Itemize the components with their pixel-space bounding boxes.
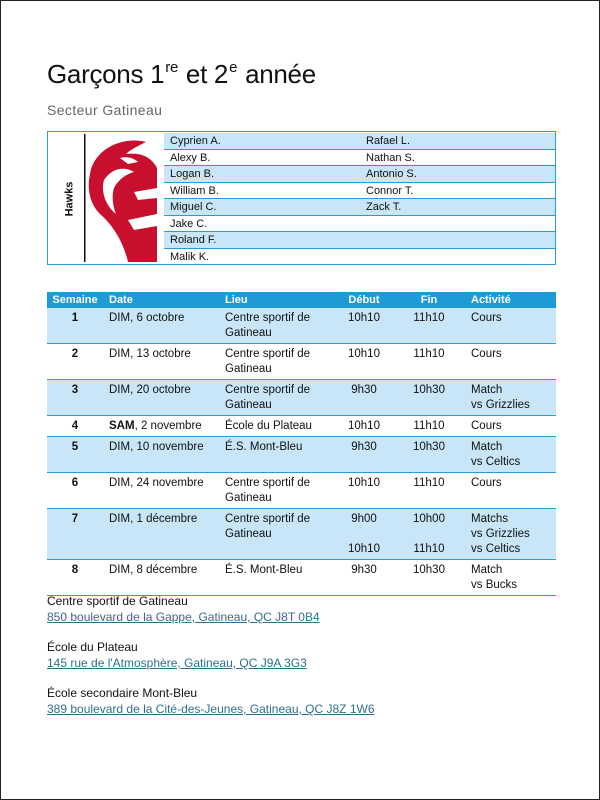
venue-entry: [47, 639, 375, 671]
roster-row: [164, 183, 555, 200]
place-cell: Centre sportif de Gatineau: [219, 308, 335, 344]
day-abbrev: DIM: [109, 384, 131, 396]
date-text: , 20 octobre: [130, 384, 191, 396]
team-roster: [47, 131, 556, 265]
day-abbrev: DIM: [109, 348, 131, 360]
date-text: , 6 octobre: [130, 312, 185, 324]
place-cell: Centre sportif de Gatineau: [219, 509, 335, 560]
activity-cell: Match vs Grizzlies: [465, 380, 556, 416]
date-cell: [103, 308, 219, 344]
roster-row: [164, 199, 555, 216]
day-abbrev: DIM: [109, 441, 131, 453]
header-activity: Activité: [465, 292, 556, 308]
date-cell: [103, 416, 219, 437]
start-time-cell: 9h30: [335, 380, 393, 416]
hawks-logo-icon: [84, 134, 157, 262]
week-cell: 7: [47, 509, 103, 560]
start-time-cell: 9h30: [335, 437, 393, 473]
start-time-cell: 9h00 10h10: [335, 509, 393, 560]
place-cell: É.S. Mont-Bleu: [219, 437, 335, 473]
roster-row: [164, 166, 555, 183]
week-cell: 1: [47, 308, 103, 344]
activity-cell: Cours: [465, 416, 556, 437]
date-cell: [103, 437, 219, 473]
date-text: , 1 décembre: [130, 513, 198, 525]
player-name: Logan B.: [170, 168, 215, 180]
end-time-cell: 10h30: [393, 380, 465, 416]
venue-name: Centre sportif de Gatineau: [47, 594, 188, 608]
place-cell: École du Plateau: [219, 416, 335, 437]
date-cell: [103, 380, 219, 416]
player-name: Alexy B.: [170, 151, 211, 164]
activity-cell: Cours: [465, 344, 556, 380]
player-name: Miguel C.: [170, 201, 217, 213]
player-name: Roland F.: [170, 234, 217, 246]
header-place: Lieu: [219, 292, 335, 308]
venue-entry: [47, 593, 375, 625]
date-cell: [103, 560, 219, 596]
date-text: , 13 octobre: [130, 348, 191, 360]
place-cell: Centre sportif de Gatineau: [219, 344, 335, 380]
activity-cell: Cours: [465, 308, 556, 344]
header-week: Semaine: [47, 292, 103, 308]
roster-row: [164, 249, 555, 266]
start-time-cell: 9h30: [335, 560, 393, 596]
end-time-cell: 11h10: [393, 416, 465, 437]
venue-address-link[interactable]: 145 rue de l'Atmosphère, Gatineau, QC J9A 3G3: [47, 656, 307, 670]
end-time-cell: 10h00 11h10: [393, 509, 465, 560]
header-date: Date: [103, 292, 219, 308]
roster-row: [164, 150, 555, 167]
roster-list: [164, 133, 555, 265]
week-cell: 2: [47, 344, 103, 380]
day-abbrev: SAM: [109, 420, 135, 432]
player-name: Malik K.: [170, 250, 210, 263]
place-cell: Centre sportif de Gatineau: [219, 473, 335, 509]
venue-address-link[interactable]: 389 boulevard de la Cité-des-Jeunes, Gatineau, QC J8Z 1W6: [47, 702, 375, 716]
player-name: Antonio S.: [366, 168, 417, 180]
activity-cell: Match vs Celtics: [465, 437, 556, 473]
table-row: [47, 344, 556, 380]
date-cell: [103, 473, 219, 509]
date-text: , 2 novembre: [134, 420, 202, 432]
place-cell: Centre sportif de Gatineau: [219, 380, 335, 416]
player-name: Zack T.: [366, 201, 402, 213]
day-abbrev: DIM: [109, 513, 131, 525]
player-name: William B.: [170, 184, 219, 197]
page-subtitle: Secteur Gatineau: [47, 102, 163, 118]
schedule-body: [47, 308, 556, 596]
table-row: [47, 509, 556, 560]
venue-name: École du Plateau: [47, 640, 138, 654]
team-name: Hawks: [63, 181, 76, 217]
table-row: [47, 473, 556, 509]
table-row: [47, 416, 556, 437]
table-row: [47, 380, 556, 416]
day-abbrev: DIM: [109, 477, 131, 489]
activity-cell: Matchs vs Grizzlies vs Celtics: [465, 509, 556, 560]
header-start: Début: [335, 292, 393, 308]
start-time-cell: 10h10: [335, 344, 393, 380]
week-cell: 5: [47, 437, 103, 473]
venue-list: [47, 593, 375, 731]
schedule-header-row: [47, 292, 556, 308]
player-name: Nathan S.: [366, 151, 415, 164]
activity-cell: Match vs Bucks: [465, 560, 556, 596]
venue-address-link[interactable]: 850 boulevard de la Gappe, Gatineau, QC J8T 0B4: [47, 610, 320, 624]
date-cell: [103, 344, 219, 380]
activity-cell: Cours: [465, 473, 556, 509]
end-time-cell: 11h10: [393, 344, 465, 380]
week-cell: 8: [47, 560, 103, 596]
week-cell: 3: [47, 380, 103, 416]
roster-row: [164, 232, 555, 249]
table-row: [47, 560, 556, 596]
player-name: Rafael L.: [366, 135, 411, 147]
start-time-cell: 10h10: [335, 473, 393, 509]
table-row: [47, 308, 556, 344]
player-name: Jake C.: [170, 217, 208, 230]
player-name: Connor T.: [366, 184, 414, 197]
date-text: , 24 novembre: [130, 477, 204, 489]
venue-entry: [47, 685, 375, 717]
end-time-cell: 10h30: [393, 437, 465, 473]
week-cell: 6: [47, 473, 103, 509]
date-cell: [103, 509, 219, 560]
schedule-table: [47, 292, 556, 596]
venue-name: École secondaire Mont-Bleu: [47, 686, 198, 700]
end-time-cell: 10h30: [393, 560, 465, 596]
end-time-cell: 11h10: [393, 473, 465, 509]
day-abbrev: DIM: [109, 312, 131, 324]
start-time-cell: 10h10: [335, 308, 393, 344]
roster-row: [164, 216, 555, 233]
roster-row: [164, 133, 555, 150]
start-time-cell: 10h10: [335, 416, 393, 437]
place-cell: É.S. Mont-Bleu: [219, 560, 335, 596]
day-abbrev: DIM: [109, 564, 131, 576]
date-text: , 10 novembre: [130, 441, 204, 453]
table-row: [47, 437, 556, 473]
player-name: Cyprien A.: [170, 135, 221, 147]
week-cell: 4: [47, 416, 103, 437]
date-text: , 8 décembre: [130, 564, 198, 576]
header-end: Fin: [393, 292, 465, 308]
end-time-cell: 11h10: [393, 308, 465, 344]
page-title: Garçons 1re et 2e année: [47, 59, 316, 89]
